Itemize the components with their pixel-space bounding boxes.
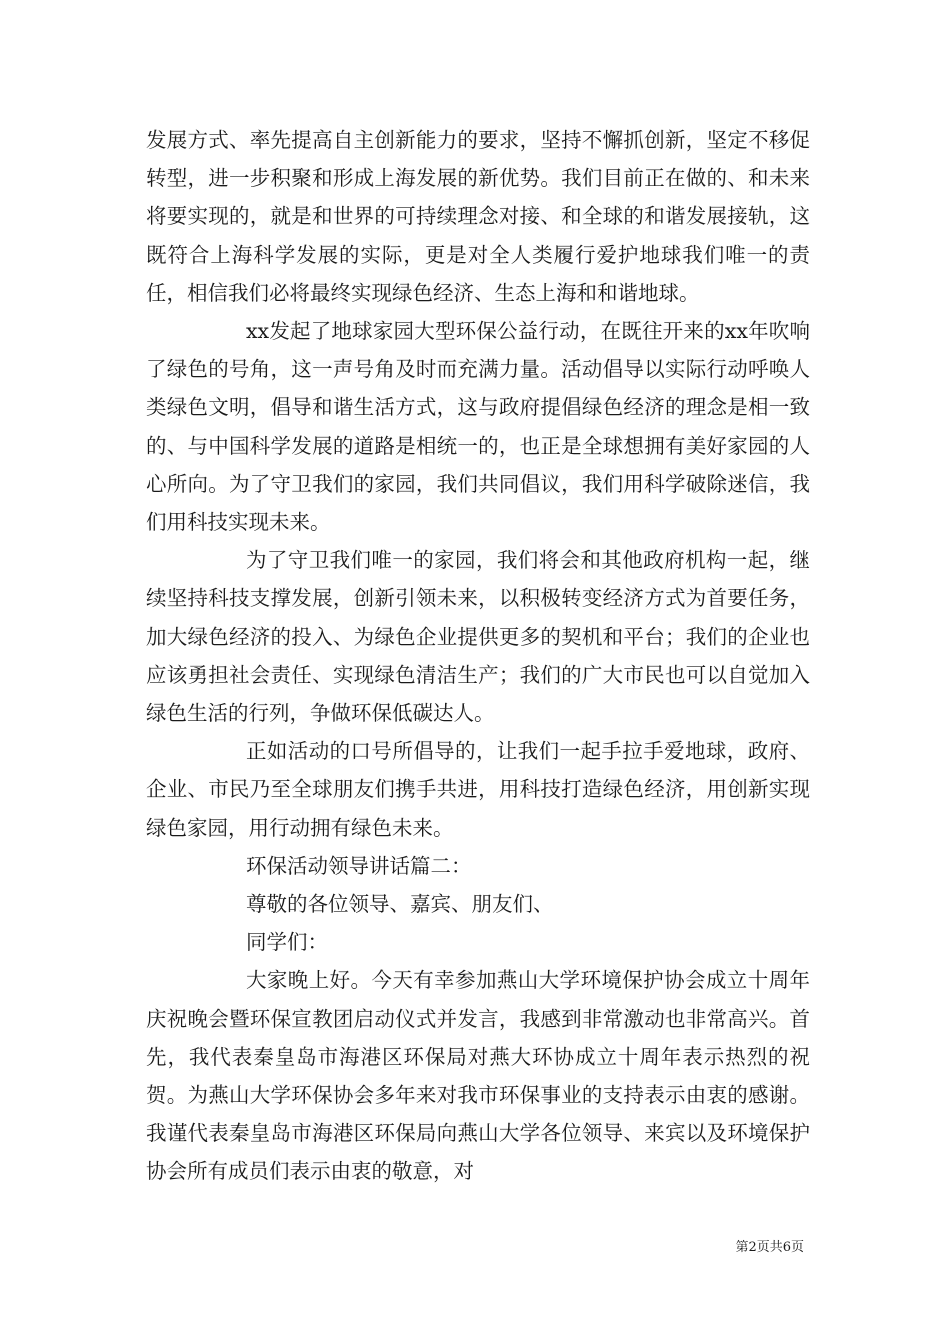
page-number-footer: 第2页共6页 (735, 1240, 804, 1255)
salutation-line-1: 尊敬的各位领导、嘉宾、朋友们、 (246, 892, 554, 917)
section-heading: 环保活动领导讲话篇二： (246, 853, 472, 878)
paragraph-5: 大家晚上好。今天有幸参加燕山大学环境保护协会成立十周年庆祝晚会暨环保宣教团启动仪式并发言，我感到非常激动也非常高兴。首先，我代表秦皇岛市海港区环保局对燕大环协成立十周年表示热烈的祝贺。为燕山大学环保协会多年来对我市环保事业的支持表示由衷的感谢。我谨代表秦皇岛市海港区环保局向燕山大学各位领导、来宾以及环境保护协会所有成员们表示由衷的敬意，对 (146, 968, 810, 1184)
paragraph-4: 正如活动的口号所倡导的，让我们一起手拉手爱地球，政府、企业、市民乃至全球朋友们携手共进，用科技打造绿色经济，用创新实现绿色家园，用行动拥有绿色未来。 (146, 739, 810, 840)
body-text (146, 121, 810, 1191)
paragraph-2: xx发起了地球家园大型环保公益行动，在既往开来的xx年吹响了绿色的号角，这一声号角及时而充满力量。活动倡导以实际行动呼唤人类绿色文明，倡导和谐生活方式，这与政府提倡绿色经济的理念是相一致的、与中国科学发展的道路是相统一的，也正是全球想拥有美好家园的人心所向。为了守卫我们的家园，我们共同倡议，我们用科学破除迷信，我们用科技实现未来。 (146, 319, 810, 535)
salutation-line-2: 同学们： (246, 930, 328, 955)
paragraph-1: 发展方式、率先提高自主创新能力的要求，坚持不懈抓创新，坚定不移促转型，进一步积聚和形成上海发展的新优势。我们目前正在做的、和未来将要实现的，就是和世界的可持续理念对接、和全球的和谐发展接轨，这既符合上海科学发展的实际，更是对全人类履行爱护地球我们唯一的责任，相信我们必将最终实现绿色经济、生态上海和和谐地球。 (146, 128, 810, 305)
paragraph-3: 为了守卫我们唯一的家园，我们将会和其他政府机构一起，继续坚持科技支撑发展，创新引领未来，以积极转变经济方式为首要任务，加大绿色经济的投入、为绿色企业提供更多的契机和平台；我们的企业也应该勇担社会责任、实现绿色清洁生产；我们的广大市民也可以自觉加入绿色生活的行列，争做环保低碳达人。 (146, 548, 810, 726)
